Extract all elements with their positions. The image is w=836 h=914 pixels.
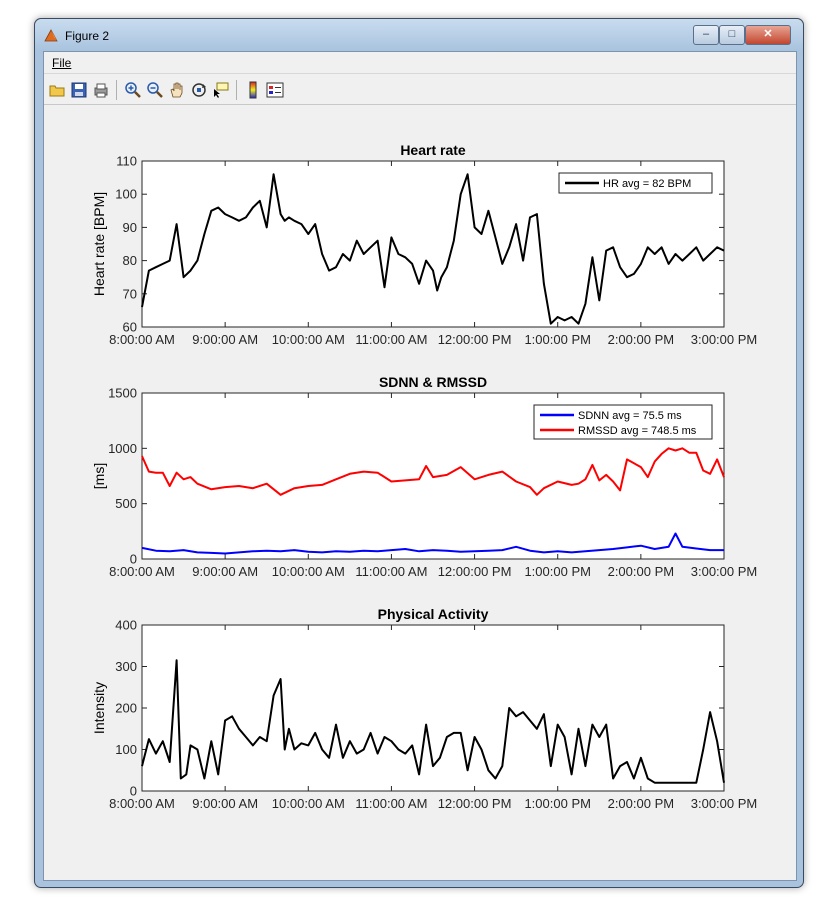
open-file-icon[interactable] bbox=[48, 81, 66, 99]
maximize-icon: □ bbox=[728, 28, 736, 40]
legend-icon[interactable] bbox=[266, 81, 284, 99]
x-tick-label: 9:00:00 AM bbox=[192, 332, 259, 347]
chart-1 bbox=[91, 142, 757, 347]
y-tick-label: 300 bbox=[115, 659, 137, 674]
x-tick-label: 1:00:00 PM bbox=[524, 564, 591, 579]
x-tick-label: 2:00:00 PM bbox=[607, 332, 675, 347]
x-tick-label: 12:00:00 PM bbox=[437, 564, 512, 579]
legend-label: SDNN avg = 75.5 ms bbox=[578, 410, 682, 422]
save-icon[interactable] bbox=[70, 81, 88, 99]
x-tick-label: 12:00:00 PM bbox=[437, 796, 512, 811]
y-tick-label: 80 bbox=[122, 253, 137, 269]
x-tick-label: 11:00:00 AM bbox=[355, 332, 428, 347]
y-tick-label: 110 bbox=[116, 153, 137, 169]
toolbar-separator bbox=[236, 80, 237, 100]
x-tick-label: 8:00:00 AM bbox=[109, 564, 175, 579]
chart-title: Heart rate bbox=[400, 142, 466, 158]
close-button[interactable] bbox=[745, 25, 791, 45]
menu-file[interactable]: File bbox=[52, 56, 72, 70]
x-tick-label: 10:00:00 AM bbox=[271, 564, 345, 579]
x-tick-label: 9:00:00 AM bbox=[192, 796, 259, 811]
print-icon[interactable] bbox=[92, 81, 110, 99]
chart-2 bbox=[91, 374, 757, 579]
y-tick-label: 0 bbox=[129, 551, 137, 567]
matlab-icon bbox=[43, 28, 59, 44]
x-tick-label: 8:00:00 AM bbox=[109, 796, 175, 811]
y-tick-label: 1000 bbox=[108, 440, 137, 456]
toolbar-separator bbox=[116, 80, 117, 100]
pan-icon[interactable] bbox=[168, 81, 186, 99]
menu-bar bbox=[44, 52, 796, 72]
chart-3 bbox=[91, 606, 757, 811]
chart-title: SDNN & RMSSD bbox=[378, 374, 488, 390]
title-bar[interactable] bbox=[35, 19, 803, 51]
y-tick-label: 100 bbox=[115, 186, 137, 202]
figure-window bbox=[34, 18, 804, 888]
y-tick-label: 400 bbox=[115, 617, 137, 633]
window-title: Figure 2 bbox=[65, 29, 110, 43]
minimize-icon: – bbox=[702, 28, 710, 40]
minimize-button[interactable] bbox=[693, 25, 719, 45]
legend-label: RMSSD avg = 748.5 ms bbox=[578, 425, 697, 437]
y-tick-label: 0 bbox=[129, 783, 137, 799]
x-tick-label: 2:00:00 PM bbox=[607, 564, 675, 579]
x-tick-label: 11:00:00 AM bbox=[355, 796, 428, 811]
x-tick-label: 10:00:00 AM bbox=[271, 796, 345, 811]
rotate-3d-icon[interactable] bbox=[190, 81, 208, 99]
y-tick-label: 60 bbox=[122, 319, 137, 335]
x-tick-label: 12:00:00 PM bbox=[437, 332, 512, 347]
y-tick-label: 90 bbox=[122, 219, 137, 235]
y-tick-label: 200 bbox=[115, 700, 137, 716]
chart-title: Physical Activity bbox=[377, 606, 489, 622]
y-axis-label: [ms] bbox=[91, 462, 107, 490]
x-tick-label: 10:00:00 AM bbox=[271, 332, 345, 347]
zoom-out-icon[interactable] bbox=[146, 81, 164, 99]
x-tick-label: 3:00:00 PM bbox=[690, 332, 758, 347]
y-tick-label: 500 bbox=[115, 496, 137, 512]
x-tick-label: 1:00:00 PM bbox=[524, 332, 591, 347]
zoom-in-icon[interactable] bbox=[124, 81, 142, 99]
maximize-button[interactable] bbox=[719, 25, 745, 45]
y-tick-label: 70 bbox=[122, 286, 137, 302]
x-tick-label: 9:00:00 AM bbox=[192, 564, 259, 579]
legend-label: HR avg = 82 BPM bbox=[603, 178, 692, 190]
y-axis-label: Heart rate [BPM] bbox=[91, 191, 107, 297]
y-tick-label: 1500 bbox=[108, 385, 137, 401]
y-tick-label: 100 bbox=[115, 742, 137, 757]
x-tick-label: 1:00:00 PM bbox=[524, 796, 591, 811]
data-cursor-icon[interactable] bbox=[212, 81, 230, 99]
x-tick-label: 8:00:00 AM bbox=[109, 332, 175, 347]
figure-client-area bbox=[43, 51, 797, 881]
x-tick-label: 3:00:00 PM bbox=[690, 796, 758, 811]
figure-toolbar bbox=[44, 73, 796, 105]
close-icon: ✕ bbox=[763, 28, 773, 40]
x-tick-label: 11:00:00 AM bbox=[355, 564, 428, 579]
figure-canvas bbox=[44, 108, 796, 878]
colorbar-icon[interactable] bbox=[244, 81, 262, 99]
y-axis-label: Intensity bbox=[91, 681, 107, 735]
x-tick-label: 2:00:00 PM bbox=[607, 796, 675, 811]
x-tick-label: 3:00:00 PM bbox=[690, 564, 758, 579]
